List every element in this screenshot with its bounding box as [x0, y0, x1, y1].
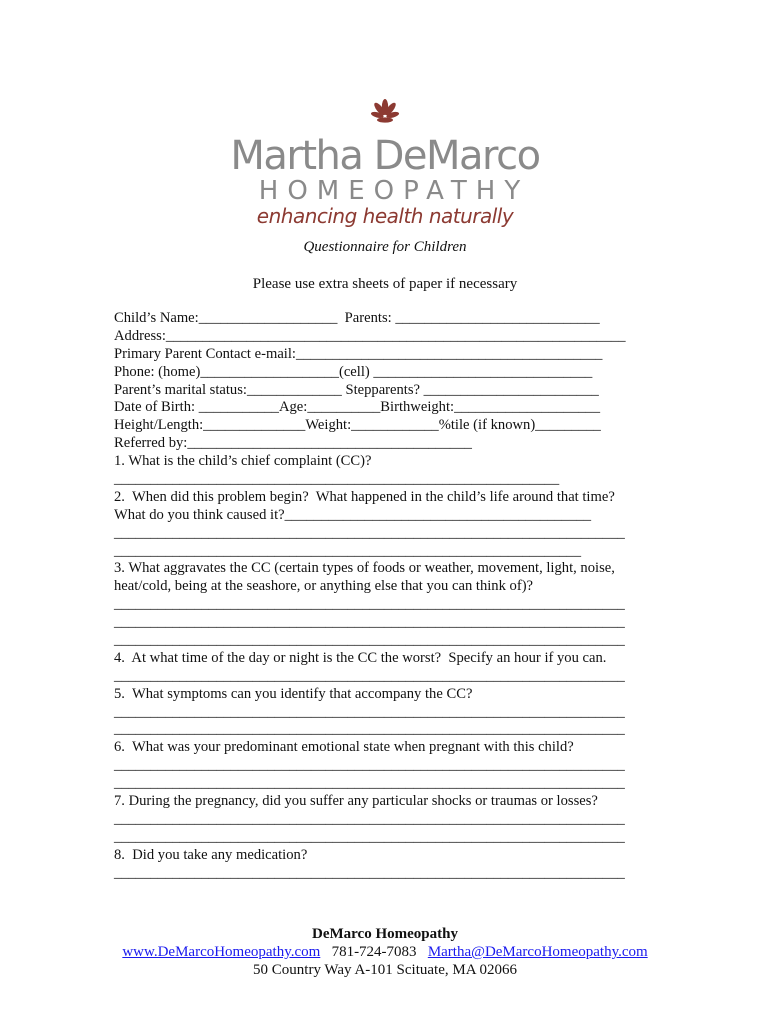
phone-number: 781-724-7083: [331, 944, 417, 960]
question-2: 2. When did this problem begin? What happened in the child’s life around that time?: [114, 488, 615, 505]
answer-line[interactable]: ______________________________________________________________________: [114, 828, 625, 845]
answer-line[interactable]: ______________________________________________________________________: [114, 775, 625, 792]
parent-email-field[interactable]: Primary Parent Contact e-mail:__________________________________________: [114, 345, 603, 362]
lotus-icon: [370, 96, 400, 126]
logo: [0, 96, 770, 126]
question-3-continued: heat/cold, being at the seashore, or anything else that you can think of)?: [114, 578, 534, 595]
question-7: 7. During the pregnancy, did you suffer any particular shocks or traumas or losses?: [114, 793, 598, 810]
document-title: Questionnaire for Children: [303, 239, 467, 255]
answer-line[interactable]: ______________________________________________________________________: [114, 864, 625, 881]
answer-line[interactable]: ________________________________________________________________: [114, 542, 581, 559]
answer-line[interactable]: _____________________________________________________________: [114, 471, 560, 488]
answer-line[interactable]: ______________________________________________________________________: [114, 703, 625, 720]
childs-name-parents-field[interactable]: Child’s Name:___________________ Parents: ____________________________: [114, 310, 600, 326]
answer-line[interactable]: ______________________________________________________________________: [114, 667, 625, 684]
brand-name: Martha DeMarco: [230, 133, 540, 179]
email-link[interactable]: Martha@DeMarcoHomeopathy.com: [427, 944, 648, 960]
referred-by-field[interactable]: Referred by:_______________________________________: [114, 435, 472, 452]
question-6: 6. What was your predominant emotional state when pregnant with this child?: [114, 739, 574, 756]
answer-line[interactable]: ______________________________________________________________________: [114, 810, 625, 827]
answer-line[interactable]: ______________________________________________________________________: [114, 721, 625, 738]
marital-status-field[interactable]: Parent’s marital status:_____________ Stepparents? ________________________: [114, 381, 599, 398]
question-3: 3. What aggravates the CC (certain types of foods or weather, movement, light, noise,: [114, 560, 615, 577]
footer: [0, 925, 770, 979]
answer-line[interactable]: ______________________________________________________________________: [114, 614, 625, 631]
footer-address: 50 Country Way A-101 Scituate, MA 02066: [253, 962, 517, 978]
question-4: 4. At what time of the day or night is the CC the worst? Specify an hour if you can.: [114, 649, 607, 666]
footer-contact-line: [0, 943, 770, 961]
footer-org-name: DeMarco Homeopathy: [312, 926, 458, 942]
question-1: 1. What is the child’s chief complaint (CC)?: [114, 453, 372, 470]
birth-age-weight-field[interactable]: Date of Birth: ___________Age:__________Birthweight:____________________: [114, 399, 601, 416]
brand-tagline: enhancing health naturally: [256, 204, 514, 228]
question-2-cause-field[interactable]: What do you think caused it?__________________________________________: [114, 506, 592, 523]
instructions-note: Please use extra sheets of paper if necessary: [252, 276, 518, 292]
answer-line[interactable]: ______________________________________________________________________: [114, 596, 625, 613]
question-8: 8. Did you take any medication?: [114, 846, 308, 863]
address-field[interactable]: Address:_______________________________________________________________: [114, 327, 626, 344]
answer-line[interactable]: ______________________________________________________________________: [114, 524, 625, 541]
answer-line[interactable]: ______________________________________________________________________: [114, 632, 625, 649]
height-weight-field[interactable]: Height/Length:______________Weight:____________%tile (if known)_________: [114, 417, 601, 434]
question-5: 5. What symptoms can you identify that accompany the CC?: [114, 685, 473, 702]
website-link[interactable]: www.DeMarcoHomeopathy.com: [122, 944, 321, 960]
answer-line[interactable]: ______________________________________________________________________: [114, 757, 625, 774]
brand-subtitle: HOMEOPATHY: [258, 176, 530, 206]
questionnaire-form: [114, 310, 664, 883]
phone-field[interactable]: Phone: (home)___________________(cell) ______________________________: [114, 363, 593, 380]
